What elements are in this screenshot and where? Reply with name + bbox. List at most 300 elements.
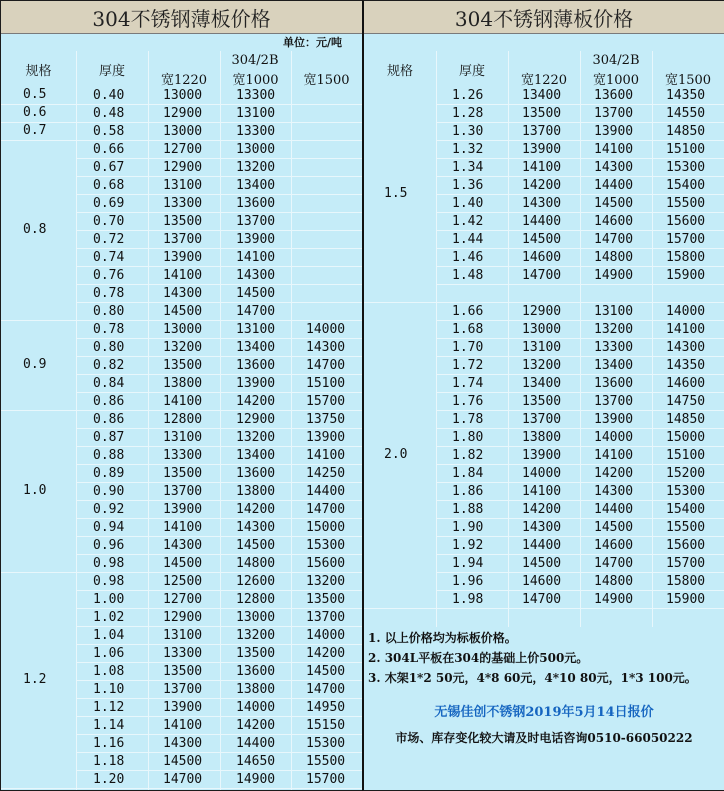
price-1000-cell: 14800	[236, 556, 276, 571]
price-1500-cell: 15150	[306, 718, 346, 733]
table-row	[1, 231, 362, 249]
price-1220-cell: 12700	[163, 142, 203, 157]
price-1000-cell: 14400	[594, 502, 634, 517]
thickness-cell: 1.04	[93, 628, 125, 643]
price-1220-cell: 14500	[163, 556, 203, 571]
price-1220-cell: 12700	[163, 592, 203, 607]
table-row	[1, 573, 362, 591]
thickness-cell: 1.30	[452, 124, 484, 139]
price-1500-cell: 14700	[306, 502, 346, 517]
price-1220-cell: 12900	[163, 610, 203, 625]
price-1000-cell: 12900	[236, 412, 276, 427]
price-1000-cell: 14300	[236, 520, 276, 535]
thickness-cell: 1.90	[452, 520, 484, 535]
header-width-1000: 宽1000	[232, 72, 279, 88]
table-row	[1, 501, 362, 519]
price-1500-cell: 13750	[306, 412, 346, 427]
price-1500-cell: 15400	[666, 502, 706, 517]
thickness-cell: 1.06	[93, 646, 125, 661]
thickness-cell: 1.44	[452, 232, 484, 247]
price-1000-cell: 13200	[236, 628, 276, 643]
price-1000-cell: 13000	[236, 142, 276, 157]
price-1000-cell: 14300	[594, 484, 634, 499]
price-1220-cell: 13500	[163, 466, 203, 481]
price-1220-cell: 13300	[163, 448, 203, 463]
price-1220-cell: 13900	[522, 142, 562, 157]
price-1220-cell: 13700	[522, 412, 562, 427]
price-1220-cell: 13700	[522, 124, 562, 139]
price-1000-cell: 13200	[594, 322, 634, 337]
price-1220-cell: 14500	[163, 754, 203, 769]
table-row	[1, 249, 362, 267]
table-row	[364, 447, 724, 465]
thickness-cell: 1.84	[452, 466, 484, 481]
price-1000-cell: 13400	[236, 178, 276, 193]
price-1500-cell: 14500	[306, 664, 346, 679]
thickness-cell: 1.76	[452, 394, 484, 409]
price-1500-cell: 15600	[666, 214, 706, 229]
price-1500-cell: 14700	[306, 358, 346, 373]
price-1220-cell: 13900	[163, 700, 203, 715]
header-grade: 304/2B	[231, 52, 279, 68]
spec-group-label: 0.9	[23, 357, 47, 372]
price-1000-cell: 14600	[594, 538, 634, 553]
header-thickness: 厚度	[458, 63, 485, 79]
table-row	[1, 645, 362, 663]
table-row	[364, 321, 724, 339]
price-1000-cell: 13400	[236, 340, 276, 355]
price-1500-cell: 15700	[666, 232, 706, 247]
header-thickness: 厚度	[98, 63, 125, 79]
table-row	[364, 555, 724, 573]
price-1220-cell: 13700	[163, 484, 203, 499]
table-row	[1, 393, 362, 411]
price-1000-cell: 13400	[594, 358, 634, 373]
price-1220-cell: 13700	[163, 232, 203, 247]
price-1500-cell: 14100	[666, 322, 706, 337]
thickness-cell: 0.68	[93, 178, 125, 193]
price-1000-cell: 13700	[594, 394, 634, 409]
thickness-cell: 1.66	[452, 304, 484, 319]
price-1220-cell: 12500	[163, 574, 203, 589]
table-row	[364, 303, 724, 321]
price-1500-cell: 15900	[666, 268, 706, 283]
price-1000-cell: 14200	[594, 466, 634, 481]
thickness-cell: 1.12	[93, 700, 125, 715]
price-1220-cell: 12800	[163, 412, 203, 427]
price-1220-cell: 13900	[163, 250, 203, 265]
price-1000-cell: 14300	[236, 268, 276, 283]
price-1220-cell: 14700	[522, 592, 562, 607]
price-1220-cell: 13400	[522, 88, 562, 103]
thickness-cell: 0.96	[93, 538, 125, 553]
price-1220-cell: 14100	[522, 484, 562, 499]
price-1000-cell: 14300	[594, 160, 634, 175]
thickness-cell: 1.02	[93, 610, 125, 625]
thickness-cell: 1.74	[452, 376, 484, 391]
price-1220-cell: 13100	[163, 628, 203, 643]
price-1220-cell: 12900	[163, 160, 203, 175]
spec-group-label: 1.5	[384, 186, 408, 201]
thickness-cell: 0.80	[93, 304, 125, 319]
price-1000-cell: 14700	[594, 556, 634, 571]
price-1500-cell: 15100	[306, 376, 346, 391]
thickness-cell: 1.82	[452, 448, 484, 463]
price-1220-cell: 14700	[522, 268, 562, 283]
price-1000-cell: 14500	[594, 196, 634, 211]
price-1220-cell: 13900	[163, 502, 203, 517]
price-1000-cell: 13100	[594, 304, 634, 319]
price-1500-cell: 14000	[666, 304, 706, 319]
price-1000-cell: 14900	[594, 268, 634, 283]
thickness-cell: 0.88	[93, 448, 125, 463]
price-1000-cell: 13900	[236, 376, 276, 391]
thickness-cell: 1.00	[93, 592, 125, 607]
price-1220-cell: 14500	[522, 232, 562, 247]
price-1220-cell: 14100	[522, 160, 562, 175]
price-1220-cell: 13100	[522, 340, 562, 355]
price-1500-cell: 15900	[666, 592, 706, 607]
table-row	[1, 447, 362, 465]
table-header-right	[364, 51, 724, 87]
column-divider	[76, 51, 77, 790]
table-row	[1, 303, 362, 321]
price-1000-cell: 14100	[236, 250, 276, 265]
table-row	[1, 753, 362, 771]
price-1500-cell: 15100	[666, 142, 706, 157]
table-row	[1, 483, 362, 501]
price-1000-cell: 14500	[236, 286, 276, 301]
price-1000-cell: 13100	[236, 322, 276, 337]
price-1500-cell: 14350	[666, 88, 706, 103]
price-1220-cell: 13800	[163, 376, 203, 391]
price-1220-cell: 13800	[522, 430, 562, 445]
table-row	[364, 231, 724, 249]
thickness-cell: 1.08	[93, 664, 125, 679]
price-1000-cell: 13900	[594, 124, 634, 139]
price-1500-cell: 15600	[306, 556, 346, 571]
thickness-cell: 0.87	[93, 430, 125, 445]
price-1220-cell: 13000	[163, 88, 203, 103]
spec-group-label: 0.6	[23, 105, 47, 120]
price-1220-cell: 14300	[163, 538, 203, 553]
price-1220-cell: 14600	[522, 250, 562, 265]
table-row	[364, 375, 724, 393]
price-1500-cell: 14300	[666, 340, 706, 355]
price-1000-cell: 14700	[594, 232, 634, 247]
price-1220-cell: 14300	[163, 286, 203, 301]
thickness-cell: 0.92	[93, 502, 125, 517]
table-row	[1, 123, 362, 141]
table-row	[1, 591, 362, 609]
price-1500-cell: 15300	[306, 736, 346, 751]
column-divider	[291, 51, 292, 790]
price-1500-cell: 13700	[306, 610, 346, 625]
table-row	[364, 573, 724, 591]
unit-label: 单位：元/吨	[282, 36, 342, 49]
thickness-cell: 0.70	[93, 214, 125, 229]
thickness-cell: 1.92	[452, 538, 484, 553]
price-1000-cell: 14700	[236, 304, 276, 319]
spec-group-label: 1.0	[23, 483, 47, 498]
price-1500-cell: 14000	[306, 628, 346, 643]
table-row	[364, 591, 724, 609]
table-row	[1, 357, 362, 375]
table-row	[1, 735, 362, 753]
price-1500-cell: 14350	[666, 358, 706, 373]
price-1000-cell: 14200	[236, 502, 276, 517]
table-row	[1, 771, 362, 789]
price-1500-cell: 15700	[306, 772, 346, 787]
price-1000-cell: 13000	[236, 610, 276, 625]
table-row	[1, 537, 362, 555]
spec-group-label: 0.5	[23, 87, 47, 102]
thickness-cell: 1.96	[452, 574, 484, 589]
table-row	[1, 267, 362, 285]
price-1220-cell: 14200	[522, 502, 562, 517]
price-1000-cell: 12600	[236, 574, 276, 589]
thickness-cell: 1.36	[452, 178, 484, 193]
table-row	[364, 339, 724, 357]
price-1500-cell: 14600	[666, 376, 706, 391]
price-1220-cell: 14000	[522, 466, 562, 481]
price-1000-cell: 14500	[594, 520, 634, 535]
header-width-1000: 宽1000	[592, 72, 640, 88]
thickness-cell: 0.74	[93, 250, 125, 265]
thickness-cell: 1.72	[452, 358, 484, 373]
note-1: 1. 以上价格均为标板价格。	[368, 631, 517, 645]
table-row	[1, 285, 362, 303]
price-1500-cell: 14100	[306, 448, 346, 463]
table-row	[364, 159, 724, 177]
price-1000-cell: 14100	[594, 142, 634, 157]
price-1000-cell: 13600	[236, 358, 276, 373]
unit-label-spacer	[364, 34, 724, 51]
thickness-cell: 0.80	[93, 340, 125, 355]
price-1000-cell: 14650	[236, 754, 276, 769]
price-1500-cell: 14200	[306, 646, 346, 661]
thickness-cell: 0.98	[93, 574, 125, 589]
header-spec: 规格	[386, 63, 413, 79]
price-1500-cell: 15300	[666, 160, 706, 175]
price-1000-cell: 14200	[236, 394, 276, 409]
price-1220-cell: 14100	[163, 268, 203, 283]
table-row	[1, 375, 362, 393]
price-1000-cell: 13800	[236, 484, 276, 499]
thickness-cell: 0.82	[93, 358, 125, 373]
header-width-1220: 宽1220	[160, 72, 208, 88]
price-1500-cell: 15500	[306, 754, 346, 769]
thickness-cell: 1.48	[452, 268, 484, 283]
table-row	[364, 267, 724, 285]
table-row	[1, 627, 362, 645]
table-row	[364, 465, 724, 483]
price-1220-cell: 13500	[522, 106, 562, 121]
price-1500-cell: 14000	[306, 322, 346, 337]
thickness-cell: 0.86	[93, 394, 125, 409]
thickness-cell: 0.69	[93, 196, 125, 211]
table-row	[1, 681, 362, 699]
price-1000-cell: 14100	[594, 448, 634, 463]
price-1220-cell: 13500	[163, 214, 203, 229]
table-row	[364, 141, 724, 159]
price-1220-cell: 13000	[522, 322, 562, 337]
right-price-table	[362, 0, 724, 791]
price-1000-cell: 13200	[236, 430, 276, 445]
price-1000-cell: 14800	[594, 574, 634, 589]
price-1000-cell: 13300	[236, 124, 276, 139]
table-row	[364, 393, 724, 411]
price-1000-cell: 14900	[236, 772, 276, 787]
table-row	[364, 87, 724, 105]
price-1000-cell: 13600	[236, 664, 276, 679]
price-1000-cell: 14600	[594, 214, 634, 229]
table-row	[364, 357, 724, 375]
table-row	[364, 519, 724, 537]
price-1000-cell: 13300	[236, 88, 276, 103]
header-width-1500: 宽1500	[664, 72, 712, 88]
thickness-cell: 1.94	[452, 556, 484, 571]
price-1220-cell: 14300	[522, 520, 562, 535]
spec-group-label: 2.0	[384, 447, 408, 462]
thickness-cell: 1.98	[452, 592, 484, 607]
spec-group-label: 0.7	[23, 123, 47, 138]
price-1220-cell: 13500	[163, 358, 203, 373]
price-1220-cell: 14100	[163, 520, 203, 535]
price-1000-cell: 14500	[236, 538, 276, 553]
price-1220-cell: 14500	[163, 304, 203, 319]
price-1220-cell: 14300	[163, 736, 203, 751]
thickness-cell: 1.78	[452, 412, 484, 427]
price-1500-cell: 14700	[306, 682, 346, 697]
price-1000-cell: 13800	[236, 682, 276, 697]
price-1500-cell: 15200	[666, 466, 706, 481]
note-3: 3. 木架1*2 50元，4*8 60元，4*10 80元，1*3 100元。	[368, 671, 697, 685]
price-1500-cell: 15300	[666, 484, 706, 499]
table-row	[1, 321, 362, 339]
table-row	[364, 411, 724, 429]
table-row	[1, 411, 362, 429]
price-1220-cell: 13000	[163, 124, 203, 139]
price-1000-cell: 13300	[594, 340, 634, 355]
price-1500-cell: 14250	[306, 466, 346, 481]
price-1500-cell: 15800	[666, 574, 706, 589]
thickness-cell: 0.66	[93, 142, 125, 157]
group-divider	[1, 788, 77, 789]
table-row	[1, 177, 362, 195]
thickness-cell: 1.40	[452, 196, 484, 211]
column-divider	[652, 51, 653, 627]
price-1220-cell: 13500	[522, 394, 562, 409]
price-1220-cell: 14400	[522, 538, 562, 553]
price-1500-cell: 13200	[306, 574, 346, 589]
price-1220-cell: 13500	[163, 664, 203, 679]
thickness-cell: 1.86	[452, 484, 484, 499]
price-1220-cell: 14600	[522, 574, 562, 589]
table-row	[1, 105, 362, 123]
header-spec: 规格	[25, 63, 52, 79]
price-1500-cell: 15600	[666, 538, 706, 553]
price-1500-cell: 13500	[306, 592, 346, 607]
group-divider	[364, 608, 436, 609]
table-row	[1, 555, 362, 573]
column-divider	[148, 51, 149, 790]
price-1000-cell: 13700	[594, 106, 634, 121]
thickness-cell: 0.78	[93, 286, 125, 301]
price-1000-cell: 14000	[594, 430, 634, 445]
thickness-cell: 0.94	[93, 520, 125, 535]
thickness-cell: 0.67	[93, 160, 125, 175]
price-1000-cell: 14000	[236, 700, 276, 715]
price-1220-cell: 13100	[163, 178, 203, 193]
price-1220-cell: 13000	[163, 322, 203, 337]
price-1500-cell: 14400	[306, 484, 346, 499]
price-1220-cell: 12900	[522, 304, 562, 319]
price-1500-cell: 15000	[306, 520, 346, 535]
thickness-cell: 1.42	[452, 214, 484, 229]
thickness-cell: 1.14	[93, 718, 125, 733]
price-1000-cell: 14900	[594, 592, 634, 607]
price-1500-cell: 15700	[666, 556, 706, 571]
thickness-cell: 0.84	[93, 376, 125, 391]
table-row	[364, 285, 724, 303]
thickness-cell: 1.70	[452, 340, 484, 355]
table-header-left	[1, 51, 362, 87]
spec-group-label: 1.2	[23, 672, 47, 687]
table-row	[1, 87, 362, 105]
table-row	[364, 249, 724, 267]
table-row	[364, 105, 724, 123]
price-1000-cell: 13500	[236, 646, 276, 661]
price-1220-cell: 13100	[163, 430, 203, 445]
table-row	[364, 429, 724, 447]
price-1000-cell: 14400	[594, 178, 634, 193]
price-1220-cell: 14500	[522, 556, 562, 571]
thickness-cell: 1.80	[452, 430, 484, 445]
price-1500-cell: 15000	[666, 430, 706, 445]
price-1220-cell: 13400	[522, 376, 562, 391]
thickness-cell: 1.18	[93, 754, 125, 769]
table-row	[364, 123, 724, 141]
price-1500-cell: 14850	[666, 124, 706, 139]
thickness-cell: 0.98	[93, 556, 125, 571]
thickness-cell: 1.68	[452, 322, 484, 337]
price-1220-cell: 13200	[522, 358, 562, 373]
price-1500-cell: 15500	[666, 520, 706, 535]
thickness-cell: 1.28	[452, 106, 484, 121]
thickness-cell: 1.32	[452, 142, 484, 157]
table-row	[1, 213, 362, 231]
column-divider	[580, 51, 581, 627]
price-1500-cell: 14550	[666, 106, 706, 121]
thickness-cell: 0.40	[93, 88, 125, 103]
price-1500-cell: 15400	[666, 178, 706, 193]
thickness-cell: 0.78	[93, 322, 125, 337]
table-row	[1, 663, 362, 681]
thickness-cell: 0.48	[93, 106, 125, 121]
price-1220-cell: 13900	[522, 448, 562, 463]
table-row	[1, 699, 362, 717]
price-1500-cell: 15100	[666, 448, 706, 463]
thickness-cell: 1.88	[452, 502, 484, 517]
thickness-cell: 0.72	[93, 232, 125, 247]
price-1220-cell: 14400	[522, 214, 562, 229]
table-title-left: 304不锈钢薄板价格	[1, 1, 362, 34]
thickness-cell: 1.20	[93, 772, 125, 787]
table-row	[1, 159, 362, 177]
contact-phone: 市场、库存变化较大请及时电话咨询0510-66050222	[395, 731, 693, 745]
table-row	[1, 519, 362, 537]
